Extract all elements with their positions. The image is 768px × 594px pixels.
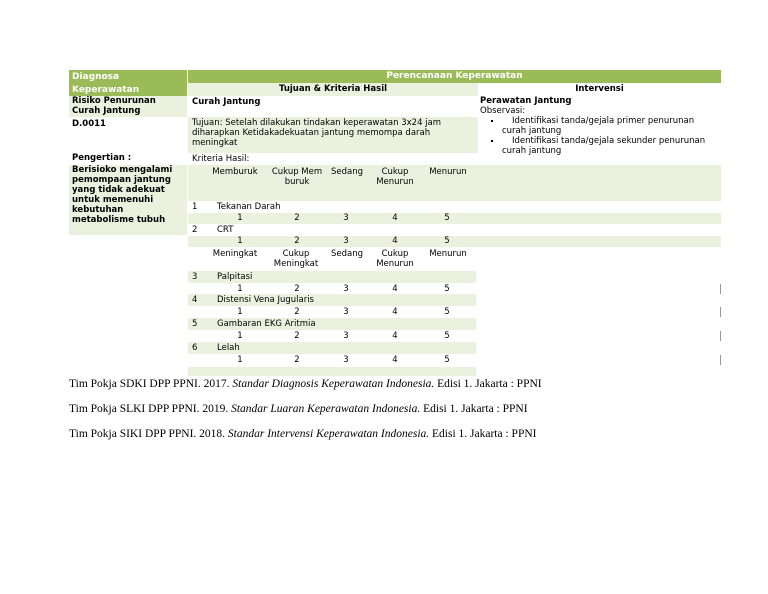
criteria-2-score-1: 1 (237, 236, 243, 246)
tujuan-line-1: Tujuan: Setelah dilakukan tindakan keperawatan 3x24 jam (192, 118, 442, 128)
criteria-6-score-4: 4 (392, 355, 398, 365)
scale2-menurun: Menurun (429, 249, 467, 259)
criteria-1-score-3: 3 (343, 213, 349, 223)
criteria-1-score-2: 2 (294, 213, 300, 223)
header-tujuan: Tujuan & Kriteria Hasil (188, 83, 478, 96)
criteria-4-no: 4 (192, 295, 198, 305)
scale1-memburuk: Memburuk (212, 167, 258, 177)
criteria-5-score-4: 4 (392, 331, 398, 341)
criteria-2-score-4: 4 (392, 236, 398, 246)
criteria-1-name: Tekanan Darah (217, 202, 281, 212)
criteria-5-name: Gambaran EKG Aritmia (217, 319, 316, 329)
scale1-cukup-memburuk: Cukup Memburuk (271, 167, 323, 187)
tujuan-text (188, 117, 478, 153)
right-edge-mark (720, 284, 721, 294)
reference-3 (69, 428, 536, 440)
criteria-2-score-2: 2 (294, 236, 300, 246)
pengertian-label: Pengertian : (72, 153, 132, 163)
criteria-2-score-3: 3 (343, 236, 349, 246)
header-diagnosa (69, 70, 187, 96)
header-diagnosa-line-2: Keperawatan (72, 85, 140, 95)
def-line-5: kebutuhan (72, 205, 124, 215)
tujuan-title: Curah Jantung (192, 97, 261, 107)
criteria-6-score-1: 1 (237, 355, 243, 365)
criteria-2-name: CRT (217, 225, 234, 235)
criteria-5-score-5: 5 (444, 331, 450, 341)
diagnosa-title-line-2: Curah Jantung (72, 106, 141, 116)
observasi-label: Observasi: (480, 106, 526, 116)
criteria-1-no: 1 (192, 202, 198, 212)
reference-2-publisher: Edisi 1. Jakarta : PPNI (420, 403, 528, 415)
scale1-sedang: Sedang (330, 167, 363, 177)
criteria-1-score-1: 1 (237, 213, 243, 223)
criteria-6-score-2: 2 (294, 355, 300, 365)
reference-1-publisher: Edisi 1. Jakarta : PPNI (434, 378, 542, 390)
criteria-3-score-5: 5 (444, 284, 450, 294)
reference-3-title: Standar Intervensi Keperawatan Indonesia. (227, 428, 430, 440)
scale1-cukup-menurun: Cukup Menurun (376, 167, 414, 187)
tujuan-line-3: meningkat (192, 138, 238, 148)
reference-1-title: Standar Diagnosis Keperawatan Indonesia. (232, 378, 435, 390)
intervensi-cell (480, 96, 720, 165)
reference-2-authors: Tim Pokja SLKI DPP PPNI. 2019. (69, 403, 232, 415)
def-line-2: pemompaan jantung (72, 175, 171, 185)
scale2-sedang: Sedang (330, 249, 363, 259)
diagnosa-title-line-1: Risiko Penurunan (72, 96, 156, 106)
criteria-6-score-5: 5 (444, 355, 450, 365)
criteria-3-no: 3 (192, 272, 198, 282)
criteria-4-score-4: 4 (392, 307, 398, 317)
reference-3-authors: Tim Pokja SIKI DPP PPNI. 2018. (69, 428, 228, 440)
criteria-1-score-4: 4 (392, 213, 398, 223)
criteria-4-score-2: 2 (294, 307, 300, 317)
right-edge-mark (720, 307, 721, 317)
criteria-4-name: Distensi Vena Jugularis (217, 295, 314, 305)
scale1-menurun: Menurun (429, 167, 467, 177)
observasi-item-1: ▪ Identifikasi tanda/gejala primer penurunan curah jantung (502, 116, 720, 136)
criteria-5-no: 5 (192, 319, 198, 329)
criteria-2-score-5: 5 (444, 236, 450, 246)
right-edge-mark (720, 355, 721, 365)
criteria-5-score-1: 1 (237, 331, 243, 341)
criteria-3-name: Palpitasi (217, 272, 253, 282)
criteria-3-score-3: 3 (343, 284, 349, 294)
observasi-item-2: ▪ Identifikasi tanda/gejala sekunder penurunan curah jantung (502, 136, 720, 156)
right-edge-mark (720, 331, 721, 341)
criteria-3-score-4: 4 (392, 284, 398, 294)
diagnosa-definition (69, 165, 187, 235)
criteria-6-name: Lelah (217, 343, 240, 353)
criteria-6-no: 6 (192, 343, 198, 353)
criteria-1-score-5: 5 (444, 213, 450, 223)
reference-3-publisher: Edisi 1. Jakarta : PPNI (429, 428, 537, 440)
criteria-3-score-2: 2 (294, 284, 300, 294)
criteria-5-score-3: 3 (343, 331, 349, 341)
def-line-4: untuk memenuhi (72, 195, 154, 205)
criteria-4-score-1: 1 (237, 307, 243, 317)
scale2-meningkat: Meningkat (212, 249, 258, 259)
observasi-list (480, 116, 720, 156)
criteria-3-score-1: 1 (237, 284, 243, 294)
scale2-cukup-menurun: Cukup Menurun (376, 249, 414, 269)
def-line-3: yang tidak adekuat (72, 185, 165, 195)
reference-1-authors: Tim Pokja SDKI DPP PPNI. 2017. (69, 378, 233, 390)
diagnosa-code: D.0011 (72, 119, 106, 129)
criteria-4-score-3: 3 (343, 307, 349, 317)
def-line-1: Berisioko mengalami (72, 165, 173, 175)
kriteria-label: Kriteria Hasil: (192, 154, 250, 164)
tujuan-line-2: diharapkan Ketidakadekuatan jantung memompa darah (192, 128, 431, 138)
diagnosa-title (69, 96, 187, 117)
reference-1 (69, 378, 542, 390)
header-diagnosa-line-1: Diagnosa (72, 72, 120, 82)
criteria-5-score-2: 2 (294, 331, 300, 341)
criteria-6-score-3: 3 (343, 355, 349, 365)
table-bottom-band (188, 367, 476, 376)
criteria-2-no: 2 (192, 225, 198, 235)
criteria-4-score-5: 5 (444, 307, 450, 317)
def-line-6: metabolisme tubuh (72, 215, 166, 225)
scale2-cukup-meningkat: Cukup Meningkat (273, 249, 319, 269)
header-intervensi: Intervensi (575, 84, 624, 94)
reference-2-title: Standar Luaran Keperawatan Indonesia. (231, 403, 421, 415)
header-perencanaan: Perencanaan Keperawatan (188, 70, 721, 83)
reference-2 (69, 403, 528, 415)
intervensi-title: Perawatan Jantung (480, 96, 572, 106)
